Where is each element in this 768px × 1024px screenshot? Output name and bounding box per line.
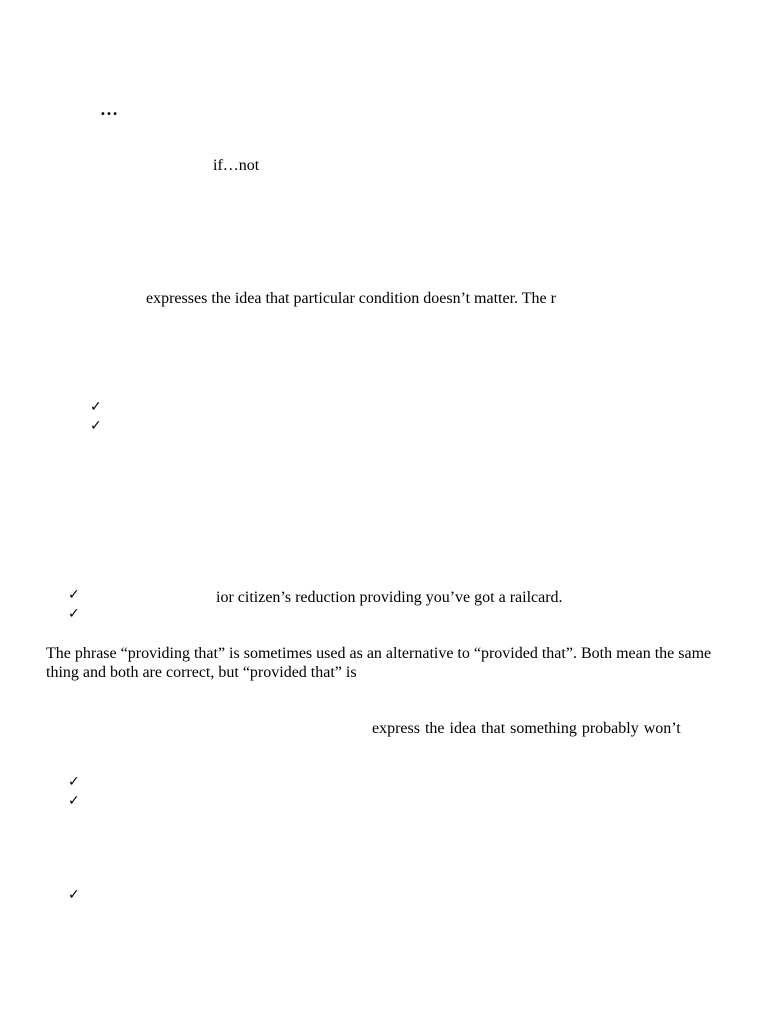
checkmark-icon: ✓ <box>68 606 80 622</box>
checkmark-icon: ✓ <box>68 793 80 809</box>
probably-wont-line: express the idea that something probably won’t <box>372 720 681 737</box>
checkmark-icon: ✓ <box>90 418 102 434</box>
checkmark-icon: ✓ <box>68 587 80 603</box>
ellipsis-heading: … <box>100 99 118 119</box>
checkmark-icon: ✓ <box>68 774 80 790</box>
railcard-example-line: ior citizen’s reduction providing you’ve got a railcard. <box>216 589 563 606</box>
condition-explanation-line: expresses the idea that particular condition doesn’t matter. The r <box>146 290 556 307</box>
checkmark-icon: ✓ <box>68 887 80 903</box>
checkmark-icon: ✓ <box>90 399 102 415</box>
if-not-term: if…not <box>213 157 260 174</box>
providing-that-paragraph: The phrase “providing that” is sometimes used as an alternative to “provided that”. Both mean the same thing and both are correct, but “provided that” is <box>46 645 712 681</box>
